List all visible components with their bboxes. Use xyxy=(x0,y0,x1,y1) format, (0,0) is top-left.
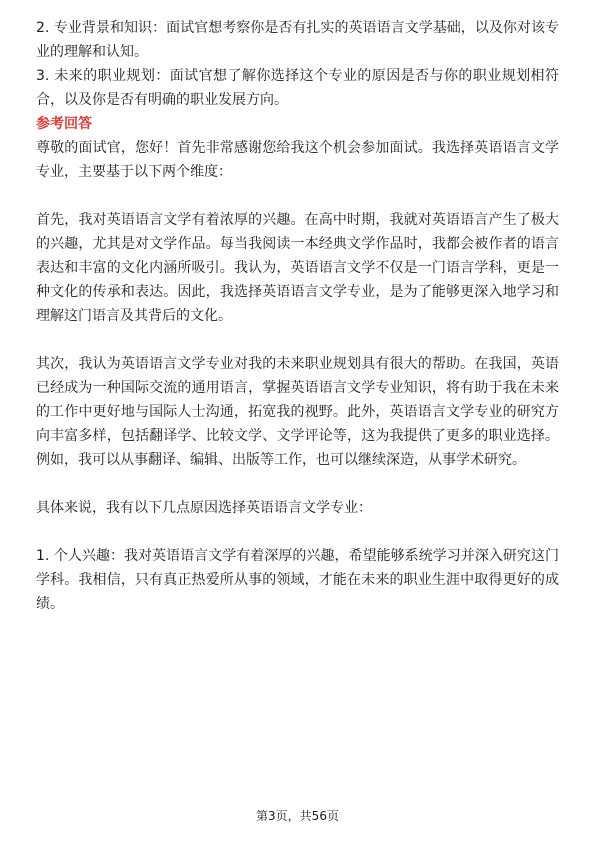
answer-opening: 尊敬的面试官，您好！首先非常感谢您给我这个机会参加面试。我选择英语语言文学专业，主要基于以下两个维度： xyxy=(36,140,559,180)
answer-specific-intro: 具体来说，我有以下几点原因选择英语语言文学专业： xyxy=(36,500,372,516)
document-body xyxy=(36,16,559,616)
paragraph-gap xyxy=(36,472,559,496)
intro-item-background: 2. 专业背景和知识：面试官想考察你是否有扎实的英语语言文学基础，以及你对该专业的理解和认知。 xyxy=(36,20,559,60)
intro-item-career: 3. 未来的职业规划：面试官想了解你选择这个专业的原因是否与你的职业规划相符合，以及你是否有明确的职业发展方向。 xyxy=(36,68,559,108)
answer-second-point: 其次，我认为英语语言文学专业对我的未来职业规划具有很大的帮助。在我国，英语已经成为一种国际交流的通用语言，掌握英语语言文学专业知识，将有助于我在未来的工作中更好地与国际人士沟通，拓宽我的视野。此外，英语语言文学专业的研究方向丰富多样，包括翻译学、比较文学、文学评论等，这为我提供了更多的职业选择。例如，我可以从事翻译、编辑、出版等工作，也可以继续深造，从事学术研究。 xyxy=(36,356,559,468)
page-number: 第3页，共56页 xyxy=(256,809,339,823)
answer-first-point: 首先，我对英语语言文学有着浓厚的兴趣。在高中时期，我就对英语语言产生了极大的兴趣，尤其是对文学作品。每当我阅读一本经典文学作品时，我都会被作者的语言表达和丰富的文化内涵所吸引。我认为，英语语言文学不仅是一门语言学科，更是一种文化的传承和表达。因此，我选择英语语言文学专业，是为了能够更深入地学习和理解这门语言及其背后的文化。 xyxy=(36,212,559,324)
paragraph-gap xyxy=(36,328,559,352)
paragraph-gap xyxy=(36,184,559,208)
answer-reason-1: 1. 个人兴趣：我对英语语言文学有着深厚的兴趣，希望能够系统学习并深入研究这门学科。我相信，只有真正热爱所从事的领域，才能在未来的职业生涯中取得更好的成绩。 xyxy=(36,548,559,612)
section-title-reference-answer: 参考回答 xyxy=(36,116,92,132)
paragraph-gap xyxy=(36,520,559,544)
